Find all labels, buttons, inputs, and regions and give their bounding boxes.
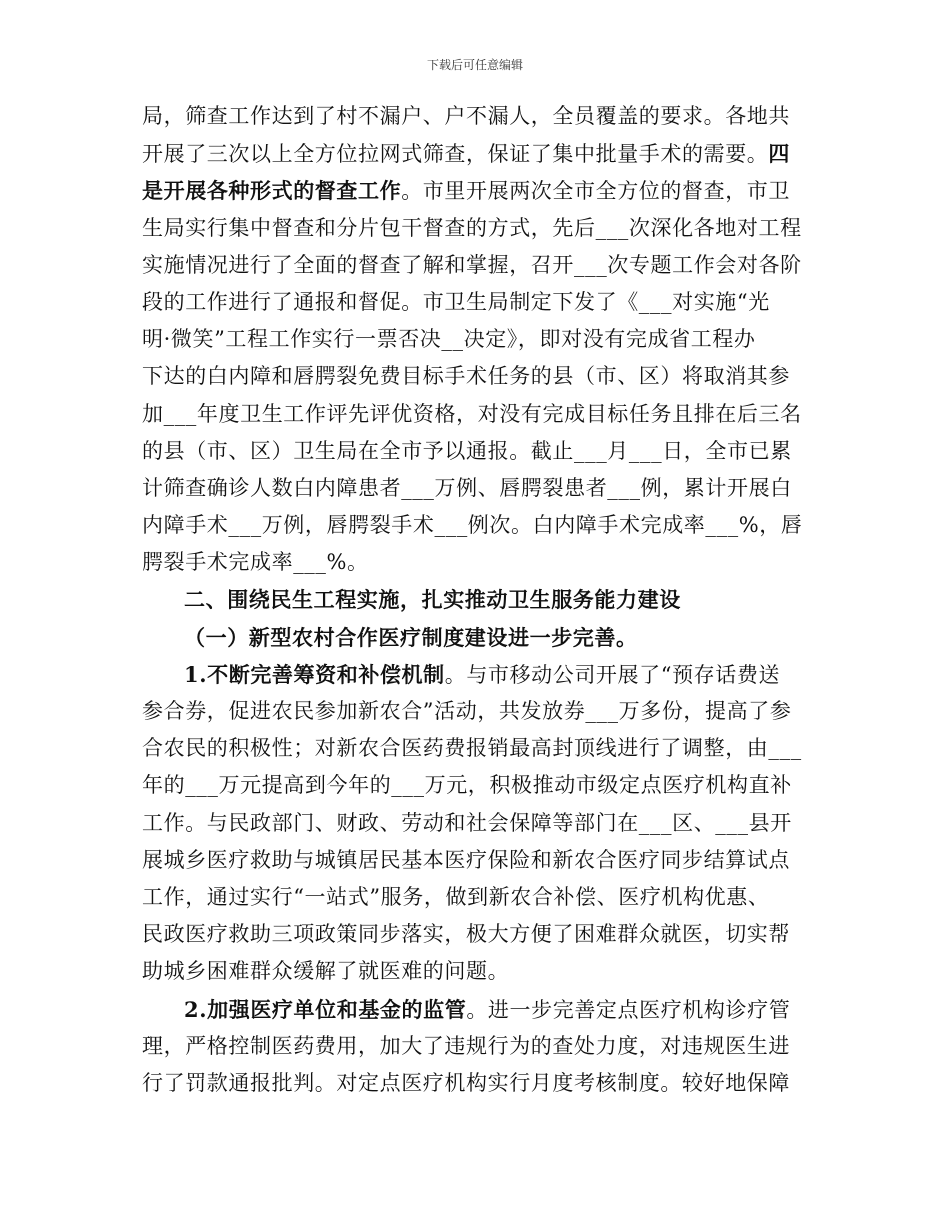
- text-line: [142, 172, 810, 209]
- text-run: 助城乡困难群众缓解了就医难的问题。: [142, 959, 510, 984]
- text-line: [142, 916, 810, 953]
- text-line: [142, 210, 810, 247]
- page-header: 下载后可任意编辑: [426, 58, 523, 72]
- text-line: [142, 470, 810, 507]
- bold-text: 2.加强医疗单位和基金的监管: [184, 996, 467, 1022]
- text-run: 明·微笑”工程工作实行一票否决__决定》，即对没有完成省工程办: [142, 327, 756, 352]
- text-run: 腭裂手术完成率___%。: [142, 550, 369, 575]
- text-run: 。市里开展两次全市全方位的督查，市卫: [401, 179, 791, 204]
- text-run: 下达的白内障和唇腭裂免费目标手术任务的县（市、区）将取消其参: [142, 364, 790, 389]
- text-line: [142, 842, 810, 879]
- text-line: [142, 767, 810, 804]
- text-run: 。进一步完善定点医疗机构诊疗管: [466, 997, 791, 1022]
- text-run: 展城乡医疗救助与城镇居民基本医疗保险和新农合医疗同步结算试点: [142, 847, 790, 872]
- bold-text: 四: [768, 141, 791, 167]
- text-run: 开展了三次以上全方位拉网式筛查，保证了集中批量手术的需要。: [142, 142, 769, 167]
- text-run: 工作。与民政部门、财政、劳动和社会保障等部门在___区、___县开: [142, 810, 792, 835]
- text-line: [142, 953, 810, 990]
- text-run: 理，严格控制医药费用，加大了违规行为的查处力度，对违规医生进: [142, 1033, 790, 1058]
- text-run: 合农民的积极性；对新农合医药费报销最高封顶线进行了调整，由___: [142, 736, 802, 761]
- text-line: [142, 358, 810, 395]
- bold-text: 是开展各种形式的督查工作: [142, 178, 402, 204]
- text-line: [142, 321, 810, 358]
- text-run: 加___年度卫生工作评先评优资格，对没有完成目标任务且排在后三名: [142, 401, 802, 426]
- text-run: 。与市移动公司开展了“预存话费送: [444, 662, 781, 687]
- text-run: 行了罚款通报批判。对定点医疗机构实行月度考核制度。较好地保障: [142, 1070, 790, 1095]
- text-line: [142, 135, 810, 172]
- text-run: 内障手术___万例，唇腭裂手术___例次。白内障手术完成率___%，唇: [142, 513, 803, 538]
- text-line: [142, 730, 810, 767]
- text-run: 年的___万元提高到今年的___万元，积极推动市级定点医疗机构直补: [142, 773, 792, 798]
- text-line: [142, 581, 810, 618]
- bold-text: （一）新型农村合作医疗制度建设进一步完善。: [184, 624, 638, 650]
- text-line: [142, 693, 810, 730]
- text-line: [142, 396, 810, 433]
- text-line: [142, 805, 810, 842]
- text-line: [142, 544, 810, 581]
- text-line: [142, 991, 810, 1028]
- text-run: 生局实行集中督查和分片包干督查的方式，先后___次深化各地对工程: [142, 215, 802, 240]
- text-line: [142, 1065, 810, 1102]
- text-line: [142, 619, 810, 656]
- text-line: [142, 433, 810, 470]
- text-line: [142, 98, 810, 135]
- text-run: 计筛查确诊人数白内障患者___万例、唇腭裂患者___例，累计开展白: [142, 475, 792, 500]
- text-run: 民政医疗救助三项政策同步落实，极大方便了困难群众就医，切实帮: [142, 922, 790, 947]
- text-run: 实施情况进行了全面的督查了解和掌握，召开___次专题工作会对各阶: [142, 252, 802, 277]
- text-line: [142, 247, 810, 284]
- text-line: [142, 284, 810, 321]
- text-run: 段的工作进行了通报和督促。市卫生局制定下发了《___对实施“光: [142, 289, 770, 314]
- bold-text: 二、围绕民生工程实施，扎实推动卫生服务能力建设: [184, 587, 681, 613]
- text-line: [142, 507, 810, 544]
- text-run: 工作，通过实行“一站式”服务，做到新农合补偿、医疗机构优惠、: [142, 884, 770, 909]
- text-line: [142, 1028, 810, 1065]
- text-line: [142, 879, 810, 916]
- bold-text: 1.不断完善筹资和补偿机制: [184, 661, 445, 687]
- text-run: 参合券，促进农民参加新农合”活动，共发放券___万多份，提高了参: [142, 699, 792, 723]
- text-run: 局，筛查工作达到了村不漏户、户不漏人，全员覆盖的要求。各地共: [142, 104, 790, 128]
- text-line: [142, 656, 810, 693]
- text-run: 的县（市、区）卫生局在全市予以通报。截止___月___日，全市已累: [142, 438, 792, 463]
- document-body: [142, 98, 810, 1102]
